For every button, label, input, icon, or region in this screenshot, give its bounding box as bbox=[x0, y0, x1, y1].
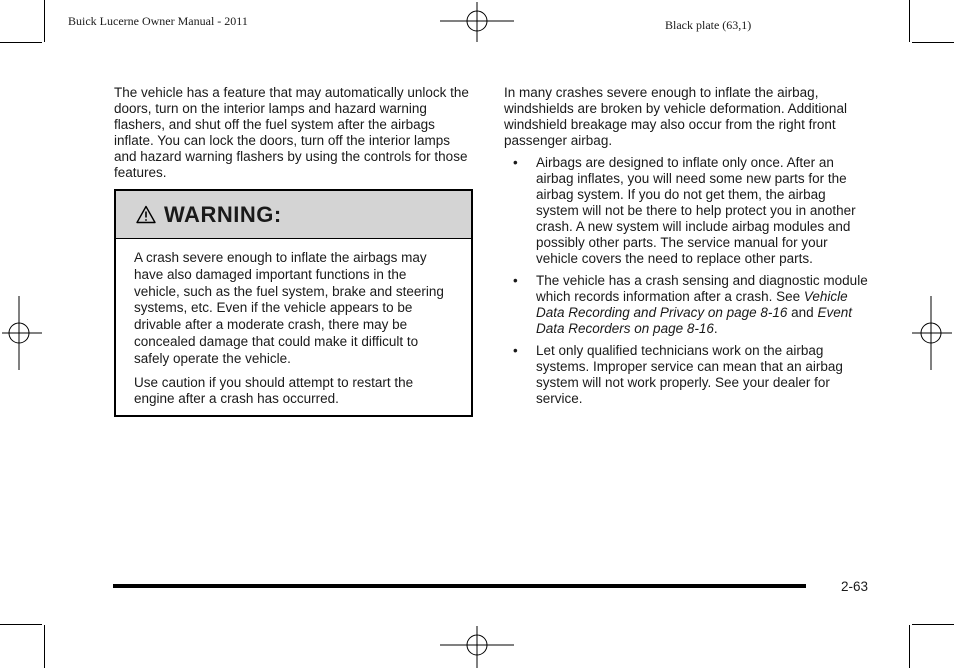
warning-box bbox=[114, 189, 473, 417]
bullet-list bbox=[504, 155, 868, 407]
list-item bbox=[504, 273, 868, 337]
cross-reference-link[interactable]: Event Data Recorders on page 8-16 bbox=[536, 305, 852, 336]
warning-header bbox=[116, 191, 471, 239]
bullet-text: Let only qualified technicians work on the airbag systems. Improper service can mean that an airbag system will not work properly. See your dealer for service. bbox=[536, 343, 843, 406]
bullet-marker: • bbox=[513, 273, 518, 288]
left-column bbox=[114, 85, 476, 181]
footer-rule bbox=[113, 584, 806, 588]
bullet-text: The vehicle has a crash sensing and diagnostic module which records information after a crash. See bbox=[536, 273, 868, 304]
list-item bbox=[504, 343, 868, 407]
warning-triangle-icon bbox=[136, 205, 156, 224]
registration-mark-top bbox=[440, 2, 514, 44]
list-item bbox=[504, 155, 868, 267]
cross-reference-link[interactable]: Vehicle Data Recording and Privacy on page 8-16 bbox=[536, 289, 848, 320]
registration-mark-bottom bbox=[440, 626, 514, 668]
page-number: 2-63 bbox=[841, 579, 869, 594]
bullet-marker: • bbox=[513, 343, 518, 358]
intro-paragraph: The vehicle has a feature that may automatically unlock the doors, turn on the interior lamps and hazard warning flashers, and shut off the fuel system after the airbags inflate. You can lock the doors, turn off the interior lamps and hazard warning flashers by using the controls for those features. bbox=[114, 85, 469, 180]
intro-paragraph: In many crashes severe enough to inflate the airbag, windshields are broken by vehicle deformation. Additional windshield breakage may also occur from the right front passenger airbag. bbox=[504, 85, 847, 148]
registration-mark-left bbox=[0, 296, 42, 370]
header-plate-label: Black plate (63,1) bbox=[665, 18, 752, 32]
warning-paragraph: Use caution if you should attempt to restart the engine after a crash has occurred. bbox=[134, 374, 414, 407]
bullet-text: and bbox=[787, 305, 818, 320]
bullet-text: . bbox=[713, 321, 718, 336]
bullet-text: Airbags are designed to inflate only once. After an airbag inflates, you will need some new parts for the airbag system. If you do not get them, the airbag system will not be there to help protect you in another crash. A new system will include airbag modules and possibly other parts. The service manual for your vehicle covers the need to replace other parts. bbox=[536, 155, 856, 266]
right-column bbox=[504, 85, 868, 407]
warning-title: WARNING: bbox=[164, 201, 282, 227]
header-manual-title: Buick Lucerne Owner Manual - 2011 bbox=[68, 14, 248, 28]
registration-mark-right bbox=[912, 296, 954, 370]
bullet-marker: • bbox=[513, 155, 518, 170]
warning-body bbox=[116, 239, 471, 408]
warning-paragraph: A crash severe enough to inflate the airbags may have also damaged important functions in the vehicle, such as the fuel system, brake and steering systems, etc. Even if the vehicle appears to be drivable after a moderate crash, there may be concealed damage that could make it difficult to safely operate the vehicle. bbox=[134, 250, 444, 366]
